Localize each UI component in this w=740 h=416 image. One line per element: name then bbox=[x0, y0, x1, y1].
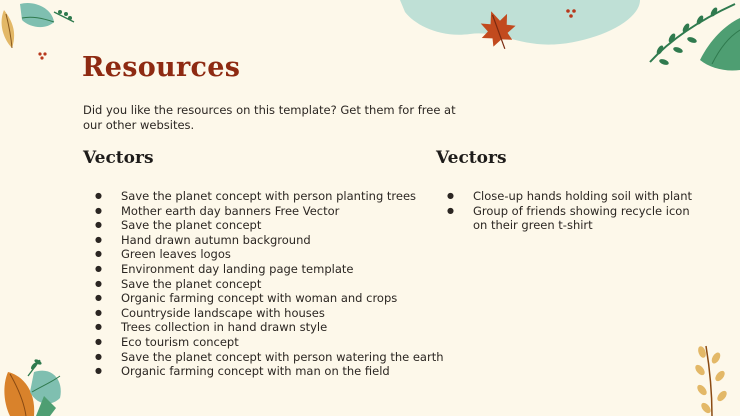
list-item[interactable]: ● Save the planet concept with person watering the earth bbox=[95, 350, 445, 365]
list-item[interactable]: ● Hand drawn autumn background bbox=[95, 233, 445, 248]
top-right-fern-icon bbox=[650, 4, 740, 71]
list-item[interactable]: ● Close-up hands holding soil with plant bbox=[447, 189, 697, 204]
bottom-right-branch-icon bbox=[693, 345, 728, 416]
list-item[interactable]: ● Group of friends showing recycle icon on their green t-shirt bbox=[447, 204, 697, 233]
top-left-leaves-icon bbox=[2, 3, 74, 60]
list-item[interactable]: ● Save the planet concept bbox=[95, 277, 445, 292]
slide-title: Resources bbox=[82, 52, 241, 83]
list-item[interactable]: ● Trees collection in hand drawn style bbox=[95, 320, 445, 335]
list-item[interactable]: ● Save the planet concept bbox=[95, 218, 445, 233]
top-teal-blob bbox=[400, 0, 640, 45]
list-item[interactable]: ● Save the planet concept with person planting trees bbox=[95, 189, 445, 204]
bottom-left-leaves-icon bbox=[4, 358, 60, 416]
list-item[interactable]: ● Mother earth day banners Free Vector bbox=[95, 204, 445, 219]
list-item[interactable]: ● Eco tourism concept bbox=[95, 335, 445, 350]
list-item[interactable]: ● Green leaves logos bbox=[95, 247, 445, 262]
left-resource-list bbox=[95, 189, 445, 379]
list-item[interactable]: ● Organic farming concept with man on the field bbox=[95, 364, 445, 379]
list-item[interactable]: ● Organic farming concept with woman and crops bbox=[95, 291, 445, 306]
left-column-heading: Vectors bbox=[83, 148, 154, 168]
list-item[interactable]: ● Environment day landing page template bbox=[95, 262, 445, 277]
right-resource-list bbox=[447, 189, 697, 233]
list-item[interactable]: ● Countryside landscape with houses bbox=[95, 306, 445, 321]
right-column-heading: Vectors bbox=[436, 148, 507, 168]
intro-text: Did you like the resources on this template? Get them for free at our other websites. bbox=[83, 103, 456, 132]
